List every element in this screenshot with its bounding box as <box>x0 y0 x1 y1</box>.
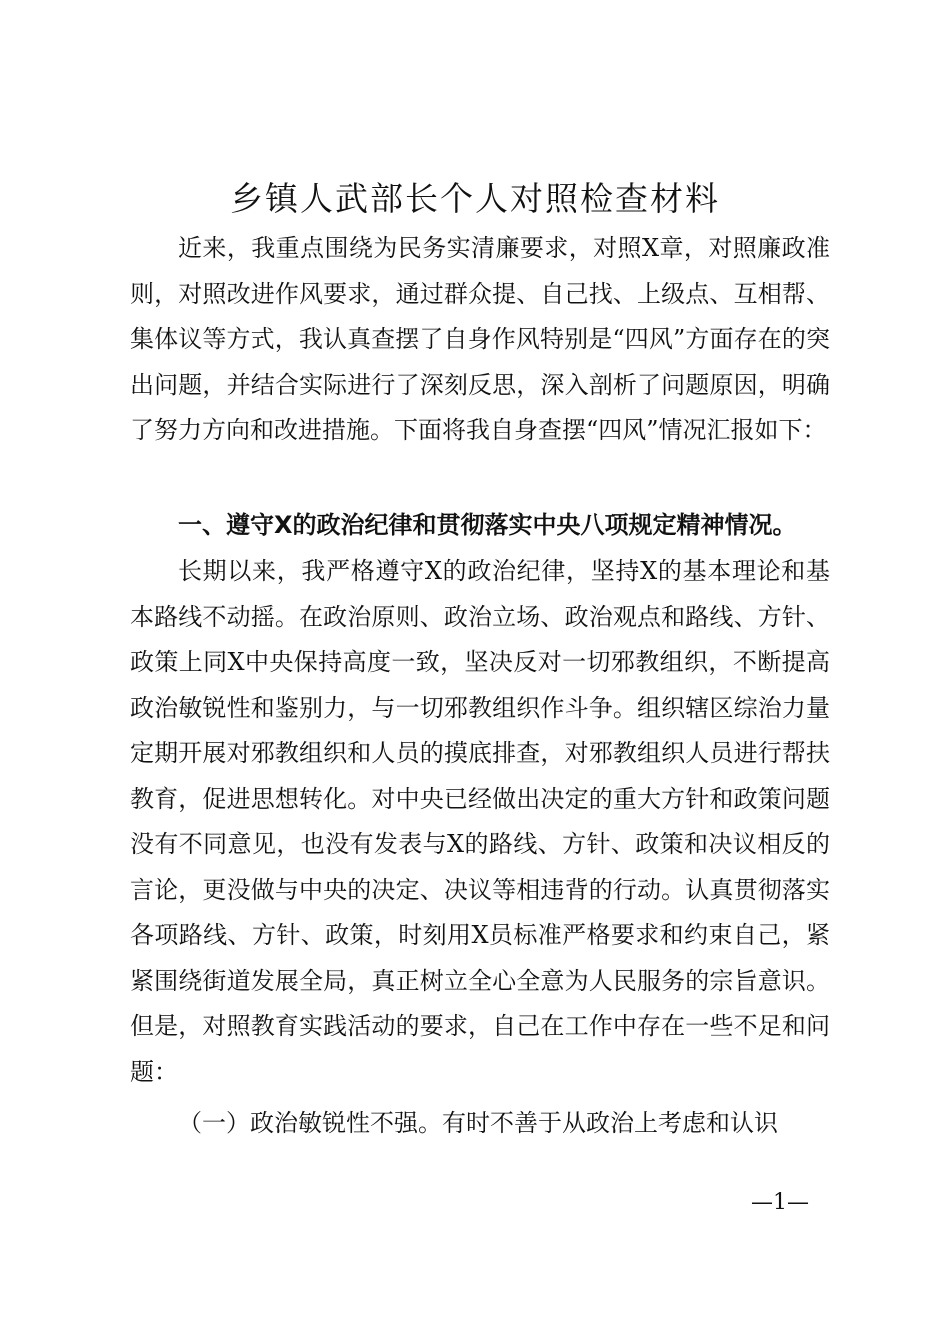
sub-section-paragraph <box>130 1101 830 1147</box>
section-heading-1: 一、遵守X的政治纪律和贯彻落实中央八项规定精神情况。 <box>178 511 797 539</box>
intro-paragraph: 近来，我重点围绕为民务实清廉要求，对照X章，对照廉政准则，对照改进作风要求，通过群众提、自己找、上级点、互相帮、集体议等方式，我认真查摆了自身作风特别是“四风”方面存在的突出问题，并结合实际进行了深刻反思，深入剖析了问题原因，明确了努力方向和改进措施。下面将我自身查摆“四风”情况汇报如下： <box>130 234 830 444</box>
page-number: —1— <box>751 1190 809 1215</box>
section-1-paragraph: 长期以来，我严格遵守X的政治纪律，坚持X的基本理论和基本路线不动摇。在政治原则、政治立场、政治观点和路线、方针、政策上同X中央保持高度一致，坚决反对一切邪教组织，不断提高政治敏锐性和鉴别力，与一切邪教组织作斗争。组织辖区综治力量定期开展对邪教组织和人员的摸底排查，对邪教组织人员进行帮扶教育，促进思想转化。对中央已经做出决定的重大方针和政策问题没有不同意见，也没有发表与X的路线、方针、政策和决议相反的言论，更没做与中央的决定、决议等相违背的行动。认真贯彻落实各项路线、方针、政策，时刻用X员标准严格要求和约束自己，紧紧围绕街道发展全局，真正树立全心全意为人民服务的宗旨意识。但是，对照教育实践活动的要求，自己在工作中存在一些不足和问题： <box>130 557 830 1086</box>
sub-section-text: 有时不善于从政治上考虑和认识 <box>442 1109 778 1137</box>
sub-heading-1: （一）政治敏锐性不强。 <box>178 1109 442 1137</box>
document-title: 乡镇人武部长个人对照检查材料 <box>230 179 720 218</box>
